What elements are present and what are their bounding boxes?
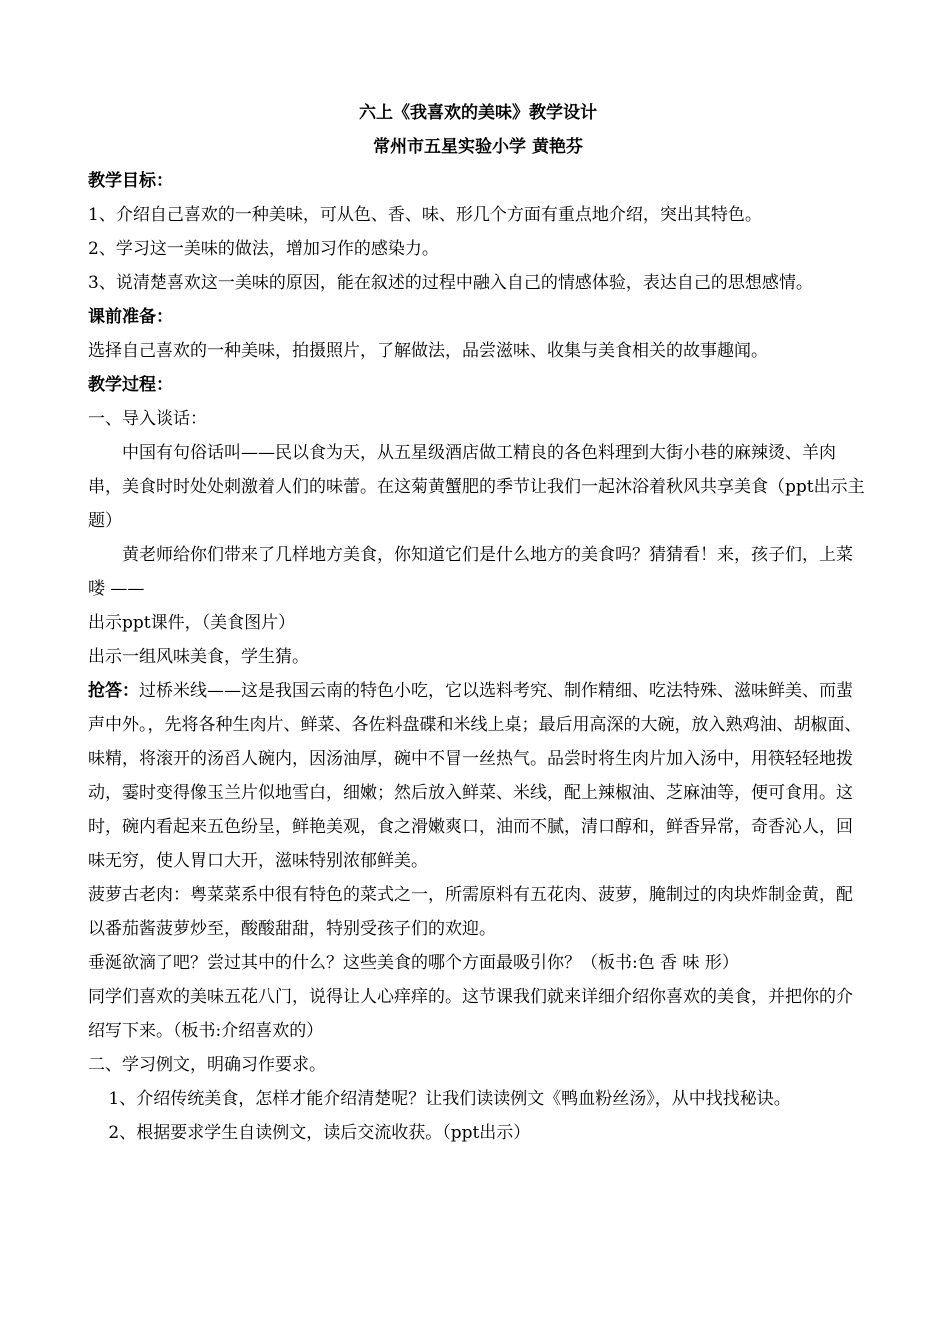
goal-item-2: 2、学习这一美味的做法，增加习作的感染力。 [88,239,439,259]
intro-paragraph-1: 中国有句俗话叫——民以食为天，从五星级酒店做工精良的各色料理到大街小巷的麻辣烫、羊肉串，美食时时处处刺激着人们的味蕾。在这菊黄蟹肥的季节让我们一起沐浴着秋风共享美食（ppt出示主题） [88,443,865,531]
section2-title: 二、学习例文，明确习作要求。 [88,1055,326,1075]
qiangda-text: 过桥米线——这是我国云南的特色小吃，它以选料考究、制作精细、吃法特殊、滋味鲜美、而蜚声中外。，先将各种生肉片、鲜菜、各佐料盘碟和米线上桌；最后用高深的大碗，放入熟鸡油、胡椒面、味精，将滚开的汤舀人碗内，因汤油厚，碗中不冒一丝热气。品尝时将生肉片加入汤中，用筷轻轻地拨动，霎时变得像玉兰片似地雪白，细嫩；然后放入鲜菜、米线，配上辣椒油、芝麻油等，便可食用。这时，碗内看起来五色纷呈，鲜艳美观，食之滑嫩爽口，油而不腻，清口醇和，鲜香异常，奇香沁人，回味无穷，使人胃口大开，滋味特别浓郁鲜美。 [88,681,862,871]
summary-paragraph: 同学们喜欢的美味五花八门，说得让人心痒痒的。这节课我们就来详细介绍你喜欢的美食，并把你的介绍写下来。（板书:介绍喜欢的） [88,987,853,1041]
goals-heading: 教学目标： [88,171,173,191]
section2-item-2: 2、根据要求学生自读例文，读后交流收获。（ppt出示） [108,1123,531,1143]
qiangda-label: 抢答： [88,681,139,701]
ppt-line: 出示ppt课件，（美食图片） [88,613,296,633]
prep-text: 选择自己喜欢的一种美味，拍摄照片，了解做法，品尝滋味、收集与美食相关的故事趣闻。 [88,341,768,361]
intro-paragraph-2: 黄老师给你们带来了几样地方美食，你知道它们是什么地方的美食吗？猜猜看！来，孩子们，上菜喽 —— [88,545,853,599]
section1-title: 一、导入谈话： [88,409,207,429]
qiangda-paragraph [88,674,868,878]
author-line: 常州市五星实验小学 黄艳芬 [373,137,583,157]
section2-item-1: 1、介绍传统美食，怎样才能介绍清楚呢？让我们读读例文《鸭血粉丝汤》，从中找找秘诀。 [108,1089,791,1109]
question-line: 垂涎欲滴了吧？尝过其中的什么？这些美食的哪个方面最吸引你？（板书:色 香 味 形） [88,953,739,973]
prep-heading: 课前准备： [88,307,173,327]
goal-item-3: 3、说清楚喜欢这一美味的原因，能在叙述的过程中融入自己的情感体验，表达自己的思想感情。 [88,273,813,293]
guess-line: 出示一组风味美食，学生猜。 [88,647,309,667]
document-page [88,96,868,1150]
boluo-paragraph: 菠萝古老肉：粤菜菜系中很有特色的菜式之一，所需原料有五花肉、菠萝，腌制过的肉块炸制金黄，配以番茄酱菠萝炒至，酸酸甜甜，特别受孩子们的欢迎。 [88,885,853,939]
document-title: 六上《我喜欢的美味》教学设计 [359,103,597,123]
process-heading: 教学过程： [88,375,173,395]
goal-item-1: 1、介绍自己喜欢的一种美味，可从色、香、味、形几个方面有重点地介绍，突出其特色。 [88,205,762,225]
